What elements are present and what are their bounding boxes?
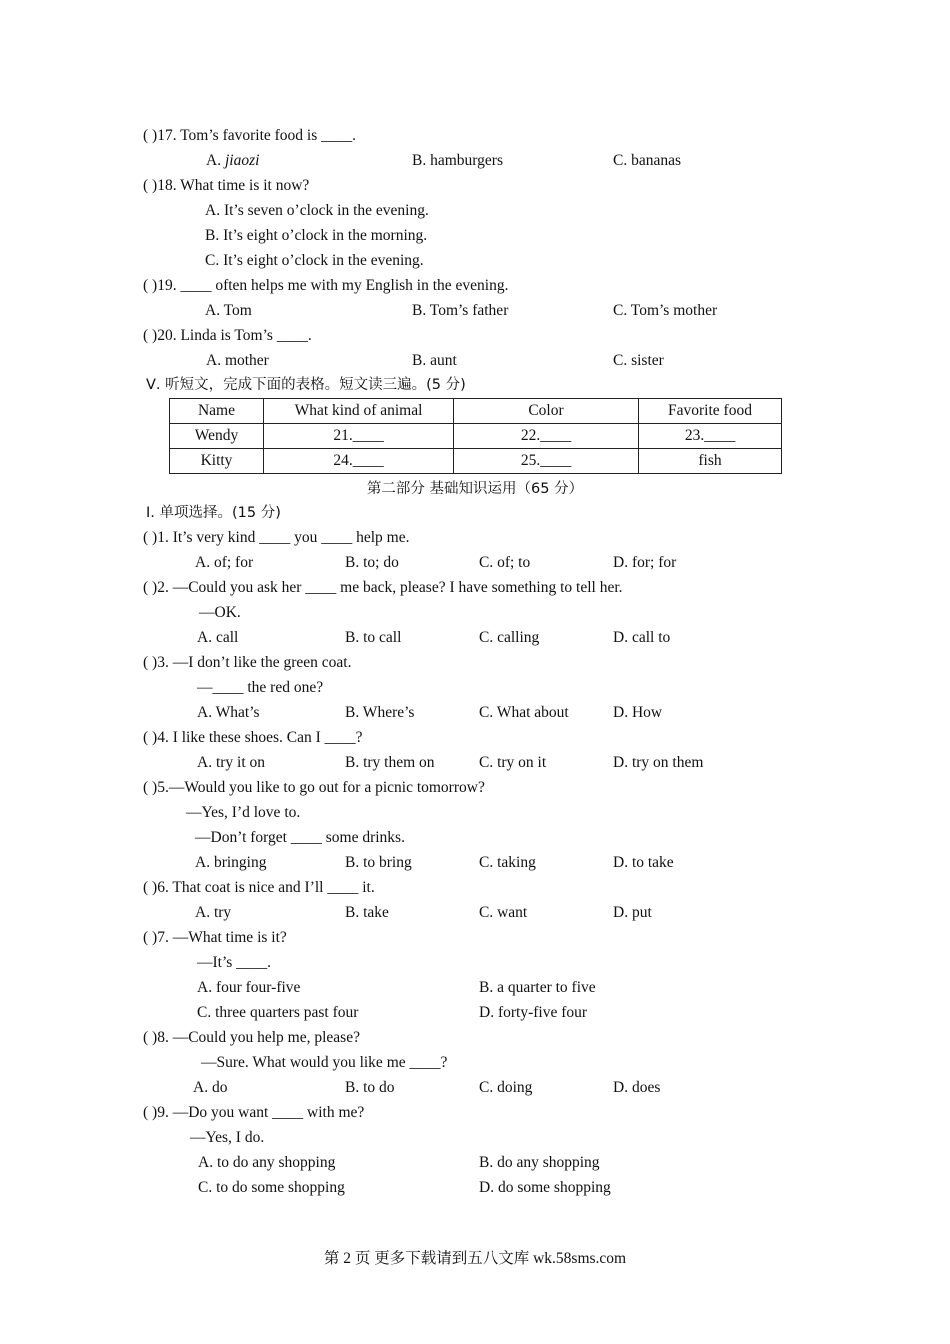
part-2-title: 第二部分 基础知识运用（65 分） — [366, 481, 584, 497]
question-17-stem: ( )17. Tom’s favorite food is ____. — [143, 127, 357, 144]
question-19-stem: ( )19. ____ often helps me with my English in the evening. — [143, 277, 509, 294]
table-header-cell: What kind of animal — [264, 399, 454, 424]
question-17-option-a: A. jiaozi — [206, 152, 260, 169]
question-17-option-a-italic: jiaozi — [224, 152, 260, 169]
question-3-reply: —____ the red one? — [197, 679, 324, 696]
question-19-option-c: C. Tom’s mother — [613, 302, 718, 319]
question-7-option-c: C. three quarters past four — [197, 1004, 359, 1021]
table-row — [170, 449, 782, 474]
table-header-cell: Favorite food — [639, 399, 782, 424]
question-18-option-a: A. It’s seven o’clock in the evening. — [205, 202, 429, 219]
question-1-stem: ( )1. It’s very kind ____ you ____ help me. — [143, 529, 410, 546]
table-cell: 24.____ — [264, 449, 454, 474]
question-3-option-a: A. What’s — [197, 704, 260, 721]
question-5-reply-2: —Don’t forget ____ some drinks. — [195, 829, 405, 846]
question-19-option-b: B. Tom’s father — [412, 302, 509, 319]
question-3-option-b: B. Where’s — [345, 704, 415, 721]
table-cell: 22.____ — [454, 424, 639, 449]
table-header-cell: Name — [170, 399, 264, 424]
question-4-option-a: A. try it on — [197, 754, 266, 771]
question-20-stem: ( )20. Linda is Tom’s ____. — [143, 327, 312, 344]
question-6-stem: ( )6. That coat is nice and I’ll ____ it. — [143, 879, 375, 896]
question-18-option-b: B. It’s eight o’clock in the morning. — [205, 227, 428, 244]
section-1-title: Ⅰ. 单项选择。(15 分) — [146, 505, 281, 521]
section-5-title: Ⅴ. 听短文，完成下面的表格。短文读三遍。(5 分) — [146, 377, 466, 393]
question-2-option-a: A. call — [197, 629, 239, 646]
table-header-cell: Color — [454, 399, 639, 424]
question-4-option-c: C. try on it — [479, 754, 547, 771]
question-1-option-b: B. to; do — [345, 554, 399, 571]
table-header-row — [170, 399, 782, 424]
question-5-reply: —Yes, I’d love to. — [186, 804, 301, 821]
page-footer: 第 2 页 更多下载请到五八文库 wk.58sms.com — [323, 1250, 627, 1267]
question-5-stem: ( )5.—Would you like to go out for a picnic tomorrow? — [143, 779, 485, 796]
question-2-option-c: C. calling — [479, 629, 540, 646]
question-9-option-a: A. to do any shopping — [198, 1154, 336, 1171]
question-17-option-c: C. bananas — [613, 152, 682, 169]
question-9-option-d: D. do some shopping — [479, 1179, 611, 1196]
question-8-reply: —Sure. What would you like me ____? — [201, 1054, 448, 1071]
question-1-option-c: C. of; to — [479, 554, 531, 571]
table-cell: fish — [639, 449, 782, 474]
question-2-reply: —OK. — [199, 604, 241, 621]
listening-table — [169, 398, 782, 474]
question-19-option-a: A. Tom — [205, 302, 252, 319]
table-row — [170, 424, 782, 449]
question-3-stem: ( )3. —I don’t like the green coat. — [143, 654, 352, 671]
question-7-option-a: A. four four-five — [197, 979, 301, 996]
table-cell: 21.____ — [264, 424, 454, 449]
question-9-reply: —Yes, I do. — [190, 1129, 265, 1146]
question-3-option-c: C. What about — [479, 704, 569, 721]
question-6-option-c: C. want — [479, 904, 528, 921]
table-cell: Wendy — [170, 424, 264, 449]
question-8-stem: ( )8. —Could you help me, please? — [143, 1029, 360, 1046]
question-20-option-a: A. mother — [206, 352, 269, 369]
question-8-option-a: A. do — [193, 1079, 228, 1096]
question-3-option-d: D. How — [613, 704, 663, 721]
table-cell: Kitty — [170, 449, 264, 474]
question-4-option-b: B. try them on — [345, 754, 435, 771]
question-7-reply: —It’s ____. — [197, 954, 272, 971]
question-9-stem: ( )9. —Do you want ____ with me? — [143, 1104, 365, 1121]
question-1-option-a: A. of; for — [195, 554, 254, 571]
question-8-option-c: C. doing — [479, 1079, 533, 1096]
question-7-stem: ( )7. —What time is it? — [143, 929, 287, 946]
question-2-option-d: D. call to — [613, 629, 671, 646]
question-2-stem: ( )2. —Could you ask her ____ me back, please? I have something to tell her. — [143, 579, 623, 596]
question-9-option-b: B. do any shopping — [479, 1154, 600, 1171]
question-7-option-d: D. forty-five four — [479, 1004, 588, 1021]
question-4-stem: ( )4. I like these shoes. Can I ____? — [143, 729, 363, 746]
question-9-option-c: C. to do some shopping — [198, 1179, 345, 1196]
question-8-option-b: B. to do — [345, 1079, 395, 1096]
question-6-option-a: A. try — [195, 904, 232, 921]
question-6-option-d: D. put — [613, 904, 652, 921]
question-18-stem: ( )18. What time is it now? — [143, 177, 310, 194]
question-4-option-d: D. try on them — [613, 754, 704, 771]
question-6-option-b: B. take — [345, 904, 389, 921]
question-20-option-c: C. sister — [613, 352, 664, 369]
question-5-option-c: C. taking — [479, 854, 536, 871]
question-5-option-a: A. bringing — [195, 854, 267, 871]
question-18-option-c: C. It’s eight o’clock in the evening. — [205, 252, 424, 269]
question-1-option-d: D. for; for — [613, 554, 677, 571]
table-cell: 25.____ — [454, 449, 639, 474]
question-5-option-b: B. to bring — [345, 854, 412, 871]
question-8-option-d: D. does — [613, 1079, 661, 1096]
question-2-option-b: B. to call — [345, 629, 402, 646]
question-20-option-b: B. aunt — [412, 352, 457, 369]
question-17-option-b: B. hamburgers — [412, 152, 503, 169]
question-5-option-d: D. to take — [613, 854, 674, 871]
question-7-option-b: B. a quarter to five — [479, 979, 596, 996]
table-cell: 23.____ — [639, 424, 782, 449]
